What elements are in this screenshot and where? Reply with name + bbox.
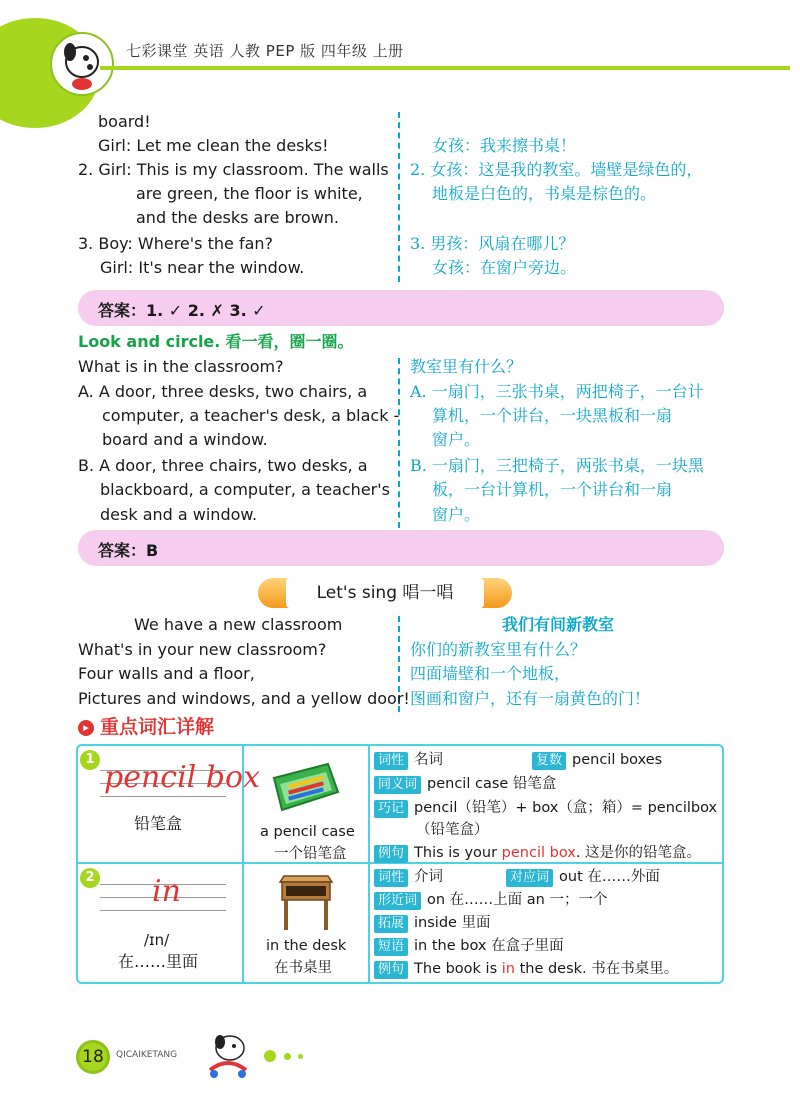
dialogue-en-line: 2. Girl: This is my classroom. The walls bbox=[78, 160, 389, 179]
dialogue-cn-line: 3. 男孩：风扇在哪儿？ bbox=[410, 234, 575, 253]
decor-dot bbox=[284, 1053, 291, 1060]
vocab-detail-line bbox=[374, 749, 443, 771]
footer-brand: QICAIKETANG bbox=[116, 1050, 178, 1060]
example-text: This is your bbox=[414, 845, 502, 861]
picture-caption-cn: 一个铅笔盒 bbox=[274, 846, 347, 862]
tip-text-cont: （铅笔盒） bbox=[416, 822, 489, 838]
similar-text: on 在……上面 an 一；一个 bbox=[427, 892, 608, 908]
tip-tag: 巧记 bbox=[374, 800, 408, 818]
mascot-dog-small-icon bbox=[200, 1030, 256, 1084]
option-b-cn: 窗户。 bbox=[432, 505, 481, 524]
similar-tag: 形近词 bbox=[374, 892, 421, 910]
word-meaning: 铅笔盒 bbox=[134, 814, 183, 833]
dialogue-en-line: Girl: Let me clean the desks! bbox=[98, 136, 329, 155]
vocab-detail-line bbox=[374, 797, 717, 819]
example-text: The book is bbox=[414, 961, 502, 977]
opposite-tag: 对应词 bbox=[506, 869, 553, 887]
vocab-detail-line bbox=[374, 773, 556, 795]
dialogue-en-line: and the desks are brown. bbox=[136, 208, 339, 227]
desk-icon bbox=[276, 874, 336, 936]
extend-tag: 拓展 bbox=[374, 915, 408, 933]
song-en-line: Four walls and a floor, bbox=[78, 664, 255, 683]
header-title: 七彩课堂 英语 人教 PEP 版 四年级 上册 bbox=[126, 42, 404, 60]
example-highlight: in bbox=[501, 961, 515, 977]
table-divider bbox=[368, 746, 370, 982]
header-rule bbox=[100, 66, 790, 70]
decor-dot bbox=[298, 1054, 303, 1059]
dialogue-cn-line: 女孩：在窗户旁边。 bbox=[432, 258, 577, 277]
mascot-dog-icon bbox=[50, 32, 114, 96]
opposite-text: out 在……外面 bbox=[559, 869, 660, 885]
answer-text: 答案：1. ✓ 2. ✗ 3. ✓ bbox=[98, 301, 266, 320]
vocab-detail-line bbox=[374, 889, 607, 911]
example-tag: 例句 bbox=[374, 845, 408, 863]
word-meaning: 在……里面 bbox=[118, 952, 199, 971]
pos-text: 名词 bbox=[414, 752, 444, 768]
vocab-detail-line bbox=[374, 912, 491, 934]
look-title-cn: 看一看，圈一圈。 bbox=[225, 332, 354, 351]
option-a-cn: 算机，一个讲台，一块黑板和一扇 bbox=[432, 406, 673, 425]
pencil-case-icon bbox=[268, 758, 340, 824]
dialogue-cn-line: 地板是白色的，书桌是棕色的。 bbox=[432, 184, 657, 203]
phrase-text: in the box 在盒子里面 bbox=[414, 938, 564, 954]
synonym-text: pencil case 铅笔盒 bbox=[427, 776, 557, 792]
question-cn: 教室里有什么？ bbox=[410, 357, 523, 376]
plural-tag: 复数 bbox=[532, 752, 566, 770]
look-title-en: Look and circle. bbox=[78, 332, 221, 351]
sing-title: Let's sing 唱一唱 bbox=[286, 578, 484, 608]
vocab-detail-line bbox=[532, 749, 662, 771]
pos-tag: 词性 bbox=[374, 869, 408, 887]
vocab-heading-text: 重点词汇详解 bbox=[100, 716, 215, 738]
song-cn-line: 图画和窗户，还有一扇黄色的门！ bbox=[410, 689, 651, 708]
extend-text: inside 里面 bbox=[414, 915, 491, 931]
example-text: the desk. 书在书桌里。 bbox=[514, 961, 679, 977]
option-a-en: board and a window. bbox=[102, 430, 268, 449]
option-a-cn: A. 一扇门，三张书桌，两把椅子，一台计 bbox=[410, 382, 704, 401]
vocab-detail-line bbox=[374, 935, 564, 957]
option-b-en: blackboard, a computer, a teacher's bbox=[100, 480, 390, 499]
word-handwriting: pencil box bbox=[104, 760, 260, 795]
example-highlight: pencil box bbox=[501, 845, 576, 861]
vocab-heading bbox=[78, 712, 214, 739]
vocab-detail-line bbox=[374, 842, 701, 864]
option-b-en: B. A door, three chairs, two desks, a bbox=[78, 456, 368, 475]
phrase-tag: 短语 bbox=[374, 938, 408, 956]
dialogue-cn-line: 2. 女孩：这是我的教室。墙壁是绿色的， bbox=[410, 160, 703, 179]
word-number-badge: 2 bbox=[80, 868, 100, 888]
column-divider bbox=[398, 358, 400, 528]
pos-tag: 词性 bbox=[374, 752, 408, 770]
option-a-en: computer, a teacher's desk, a black - bbox=[102, 406, 400, 425]
dialogue-en-line: board! bbox=[98, 112, 151, 131]
song-en-line: What's in your new classroom? bbox=[78, 640, 327, 659]
dialogue-cn-line: 女孩：我来擦书桌！ bbox=[432, 136, 577, 155]
question-en: What is in the classroom? bbox=[78, 357, 284, 376]
option-a-en: A. A door, three desks, two chairs, a bbox=[78, 382, 368, 401]
dialogue-en-line: Girl: It's near the window. bbox=[100, 258, 305, 277]
dialogue-en-line: 3. Boy: Where's the fan? bbox=[78, 234, 274, 253]
example-tag: 例句 bbox=[374, 961, 408, 979]
picture-caption-en: a pencil case bbox=[260, 824, 355, 840]
decor-dot bbox=[264, 1050, 276, 1062]
play-icon: ▸ bbox=[78, 720, 94, 736]
vocab-detail-line bbox=[506, 866, 660, 888]
word-number-badge: 1 bbox=[80, 750, 100, 770]
word-phonetic: /ɪn/ bbox=[144, 931, 170, 949]
picture-caption-en: in the desk bbox=[266, 938, 347, 954]
option-b-cn: 板，一台计算机，一个讲台和一扇 bbox=[432, 480, 673, 499]
pos-text: 介词 bbox=[414, 869, 444, 885]
vocab-detail-line bbox=[374, 866, 443, 888]
song-cn-line: 四面墙壁和一个地板， bbox=[410, 664, 571, 683]
column-divider bbox=[398, 112, 400, 282]
song-en-line: We have a new classroom bbox=[134, 615, 343, 634]
word-handwriting: in bbox=[152, 874, 181, 909]
picture-caption-cn: 在书桌里 bbox=[274, 960, 332, 976]
synonym-tag: 同义词 bbox=[374, 776, 421, 794]
vocab-detail-line bbox=[374, 958, 678, 980]
tip-text: pencil（铅笔）+ box（盒；箱）= pencilbox bbox=[414, 800, 718, 816]
dialogue-en-line: are green, the floor is white, bbox=[136, 184, 363, 203]
answer-box bbox=[78, 290, 724, 326]
song-en-line: Pictures and windows, and a yellow door! bbox=[78, 689, 410, 708]
song-cn-title: 我们有间新教室 bbox=[502, 615, 615, 634]
answer-text: 答案：B bbox=[98, 541, 159, 560]
option-b-cn: B. 一扇门，三把椅子，两张书桌，一块黑 bbox=[410, 456, 704, 475]
song-cn-line: 你们的新教室里有什么？ bbox=[410, 640, 587, 659]
option-a-cn: 窗户。 bbox=[432, 430, 481, 449]
page-number: 18 bbox=[76, 1040, 110, 1074]
example-text: . 这是你的铅笔盒。 bbox=[575, 845, 702, 861]
option-b-en: desk and a window. bbox=[100, 505, 258, 524]
answer-box bbox=[78, 530, 724, 566]
plural-text: pencil boxes bbox=[572, 752, 663, 768]
section-title bbox=[78, 330, 353, 354]
